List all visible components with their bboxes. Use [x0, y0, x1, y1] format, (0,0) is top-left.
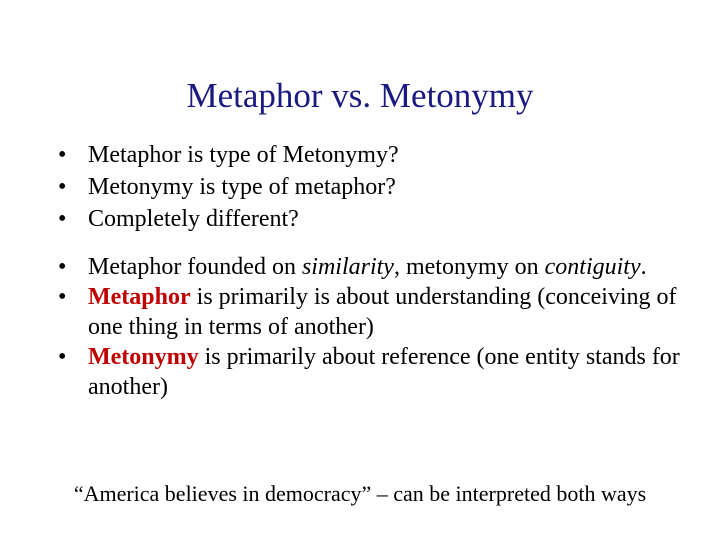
point-item — [58, 252, 698, 282]
footer-note: “America believes in democracy” – can be interpreted both ways — [73, 481, 647, 506]
question-text: Metaphor is type of Metonymy? — [88, 142, 399, 168]
point-item — [58, 342, 698, 402]
emphasis-similarity: similarity — [301, 254, 394, 280]
question-text: Metonymy is type of metaphor? — [88, 174, 396, 200]
bullet-icon: • — [58, 284, 67, 310]
bullet-icon: • — [58, 142, 67, 168]
point-text-part: is primarily is about understanding (conceiving of one thing in terms of another) — [88, 284, 677, 340]
bullet-icon: • — [58, 344, 67, 370]
point-text-part: is primarily about reference (one entity stands for another) — [88, 344, 680, 400]
points-list — [58, 252, 698, 402]
point-text-part: Metaphor founded on — [88, 254, 302, 280]
highlight-metaphor: Metaphor — [88, 284, 191, 310]
bullet-icon: • — [58, 174, 67, 200]
point-text — [88, 344, 680, 400]
point-item — [58, 282, 698, 342]
highlight-metonymy: Metonymy — [88, 344, 199, 370]
bullet-icon: • — [58, 254, 67, 280]
bullet-icon: • — [58, 206, 67, 232]
slide-title: Metaphor vs. Metonymy — [186, 76, 534, 115]
point-text-part: . — [640, 254, 647, 280]
question-text: Completely different? — [88, 206, 299, 232]
question-list — [58, 140, 698, 236]
question-item — [58, 140, 698, 170]
point-text-part: , metonymy on — [393, 254, 545, 280]
question-item — [58, 172, 698, 202]
point-text — [88, 254, 647, 280]
emphasis-contiguity: contiguity — [544, 254, 641, 280]
question-item — [58, 204, 698, 234]
point-text — [88, 284, 677, 340]
